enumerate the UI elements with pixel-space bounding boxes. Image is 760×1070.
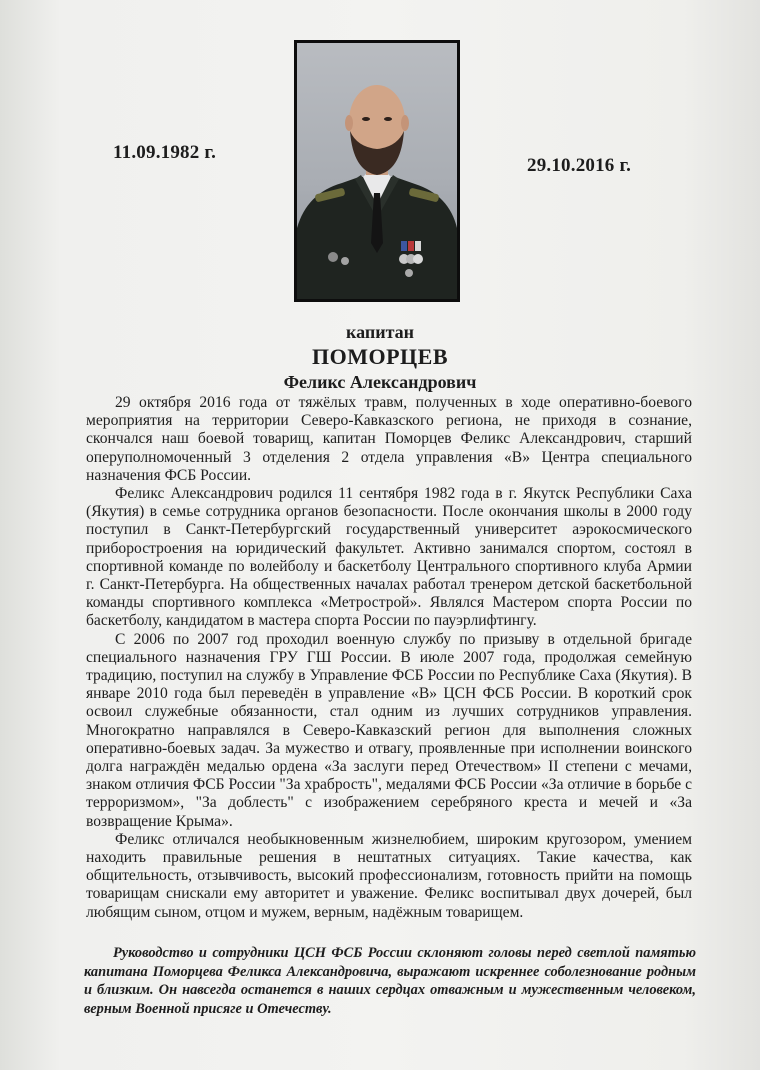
biography-text [86, 394, 692, 922]
paragraph-2: Феликс Александрович родился 11 сентября 1982 года в г. Якутск Республики Саха (Якутия) в семье сотрудника органов безопасности. После окончания школы в 2000 году поступил в Санкт-Петербургский государственный университет аэрокосмического приборостроения на юридический факультет. Активно занимался спортом, состоял в спортивной команде по волейболу и баскетболу Центрального спортивного клуба Армии г. Санкт-Петербурга. На общественных началах работал тренером детской баскетбольной команды спортивного комплекса «Метрострой». Являлся Мастером спорта России по баскетболу, кандидатом в мастера спорта России по пауэрлифтингу. [86, 485, 692, 630]
condolence-text [84, 944, 696, 1018]
name-patronymic-heading: Феликс Александрович [283, 372, 477, 392]
surname-heading: ПОМОРЦЕВ [312, 344, 448, 369]
death-date: 29.10.2016 г. [527, 155, 632, 176]
paragraph-1: 29 октября 2016 года от тяжёлых травм, полученных в ходе оперативно-боевого мероприятия на территории Северо-Кавказского региона, не приходя в сознание, скончался наш боевой товарищ, капитан Поморцев Феликс Александрович, старший оперуполномоченный 3 отделения 2 отдела управления «В» Центра специального назначения ФСБ России. [86, 394, 692, 484]
portrait-photo [297, 43, 457, 299]
paragraph-4: Феликс отличался необыкновенным жизнелюбием, широким кругозором, умением находить правильные решения в нештатных ситуациях. Такие качества, как общительность, отзывчивость, высокий профессионализм, готовность прийти на помощь товарищам снискали ему авторитет и уважение. Феликс воспитывал двух дочерей, был любящим сыном, отцом и мужем, верным, надёжным товарищем. [86, 830, 692, 921]
closing-paragraph: Руководство и сотрудники ЦСН ФСБ России склоняют головы перед светлой памятью капитана Поморцева Феликса Александровича, выражают искреннее соболезнование родным и близким. Он навсегда останется в наших сердцах отважным и мужественным человеком, верным Военной присяге и Отечеству. [84, 945, 696, 1017]
portrait-frame [294, 40, 460, 302]
paragraph-3: С 2006 по 2007 год проходил военную службу по призыву в отдельной бригаде специального назначения ГРУ ГШ России. В июле 2007 года, продолжая семейную традицию, поступил на службу в Управление ФСБ России по Республике Саха (Якутия). В январе 2010 года был переведён в управление «В» ЦСН ФСБ России. В короткий срок освоил служебные обязанности, стал одним из лучших сотрудников управления. Многократно направлялся в Северо-Кавказский регион для выполнения сложных оперативно-боевых задач. За мужество и отвагу, проявленные при исполнении воинского долга награждён медалью ордена «За заслуги перед Отечеством» II степени с мечами, знаком отличия ФСБ России "За храбрость", медалями ФСБ России «За отличие в борьбе с терроризмом», "За доблесть" с изображением серебряного креста и мечей и «За возвращение Крыма». [86, 630, 692, 830]
birth-date: 11.09.1982 г. [113, 142, 217, 163]
portrait-illustration [297, 43, 457, 299]
rank-heading: капитан [345, 322, 415, 342]
